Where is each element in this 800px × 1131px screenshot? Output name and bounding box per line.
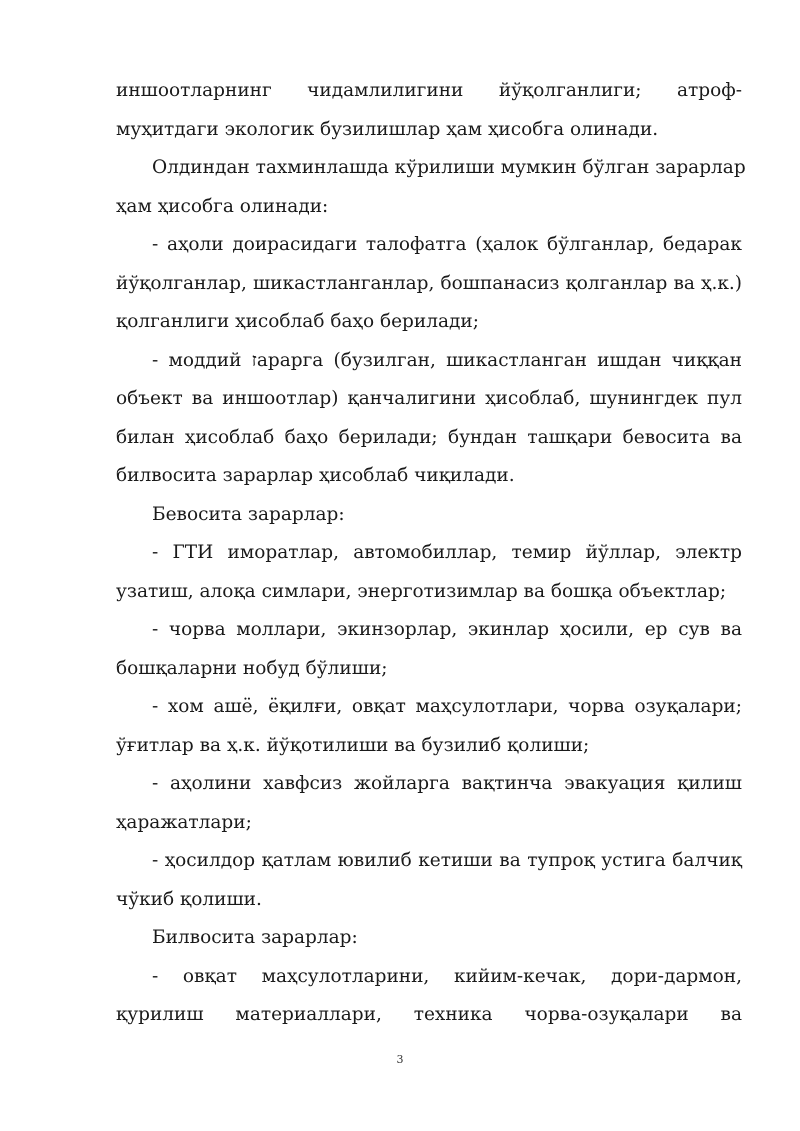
text-line: йўқолганлар, шикастланганлар, бошпанасиз қолганлар ва ҳ.к.) [116, 272, 742, 294]
text-line: қолганлиги ҳисоблаб баҳо берилади; [116, 311, 479, 332]
text-line: ҳаражатлари; [116, 811, 252, 833]
text-line: бошқаларни нобуд бўлиши; [116, 657, 388, 679]
text-line: - аҳолини хавфсиз жойларга вақтинча эвакуация қилиш [152, 773, 742, 794]
text-line: - чорва моллари, экинзорлар, экинлар ҳосили, ер сув ва [152, 619, 742, 640]
text-line: ўғитлар ва ҳ.к. йўқотилиши ва бузилиб қолиши; [116, 734, 590, 756]
text-line: объект ва иншоотлар) қанчалигини ҳисоблаб, шунингдек пул [116, 388, 742, 409]
text-line: - ГТИ иморатлар, автомобиллар, темир йўллар, электр [152, 542, 742, 563]
text-line: Билвосита зарарлар: [152, 927, 358, 948]
text-line: - овқат маҳсулотларини, кийим-кечак, дори-дармон, [152, 965, 742, 987]
text-line: қурилиш материаллари, техника чорва-озуқалари ва [116, 1004, 742, 1025]
text-line: Бевосита зарарлар: [152, 503, 345, 525]
text-line: билвосита зарарлар ҳисоблаб чиқилади. [116, 465, 515, 486]
text-line: чўкиб қолиши. [116, 888, 262, 910]
page-number: 3 [396, 1053, 404, 1066]
text-line: - хом ашё, ёқилғи, овқат маҳсулотлари, чорва озуқалари; [152, 696, 742, 717]
text-line: билан ҳисоблаб баҳо берилади; бундан ташқари бевосита ва [116, 426, 742, 448]
body-text [116, 72, 746, 1035]
text-line: - моддий זарарга (бузилган, шикастланган ишдан чиққан [152, 349, 743, 371]
text-line: муҳитдаги экологик бузилишлар ҳам ҳисобга олинади. [116, 118, 659, 140]
text-line: Олдиндан тахминлашда кўрилиши мумкин бўлган зарарлар [152, 157, 746, 178]
text-line: иншоотларнинг чидамлилигини йўқолганлиги; атроф- [116, 80, 742, 101]
text-line: узатиш, алоқа симлари, энерготизимлар ва бошқа объектлар; [116, 580, 727, 602]
text-line: - ҳосилдор қатлам ювилиб кетиши ва тупроқ устига балчиқ [152, 850, 742, 871]
text-line: ҳам ҳисобга олинади: [116, 195, 329, 217]
text-line: - аҳоли доирасидаги талофатга (ҳалок бўлганлар, бедарак [152, 234, 742, 255]
